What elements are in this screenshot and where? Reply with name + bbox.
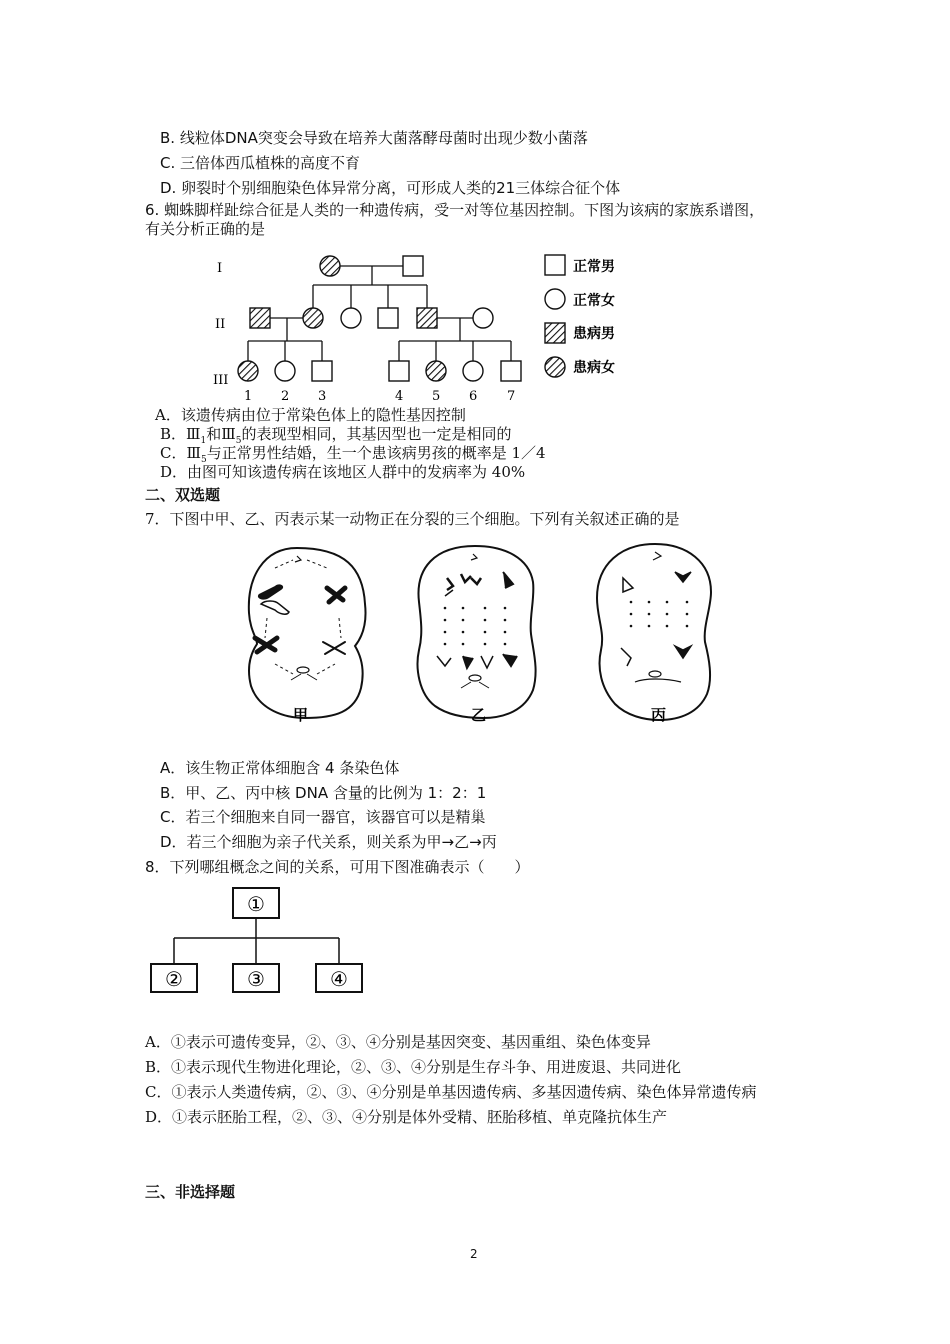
cell-jia [249,548,366,718]
cell-label-bing: 丙 [651,706,667,724]
iii-number-1: 1 [244,389,253,404]
q6-stem-line2: 有关分析正确的是 [145,220,266,238]
q8-option-d: D．①表示胚胎工程，②、③、④分别是体外受精、胚胎移植、单克隆抗体生产 [145,1108,668,1126]
cell-label-jia: 甲 [293,706,309,724]
i-normal-male [403,256,423,276]
q8-option-b: B．①表示现代生物进化理论，②、③、④分别是生存斗争、用进废退、共同进化 [145,1058,682,1076]
generation-label-i: I [217,261,223,276]
ii-normal-female-spouse [473,308,493,328]
pedigree-figure [205,245,645,410]
generation-label-ii: II [215,317,226,332]
legend-normal-female-symbol [545,289,565,309]
cell-yi [418,546,536,718]
q8-option-a: A．①表示可遗传变异，②、③、④分别是基因突变、基因重组、染色体变异 [145,1033,651,1051]
ii-affected-female [303,308,323,328]
generation-label-iii: III [213,373,229,388]
iii-3-normal-male [312,361,332,381]
cell-label-yi: 乙 [471,706,487,724]
q5-option-c: C. 三倍体西瓜植株的高度不育 [160,154,361,172]
iii-1-affected-female [238,361,258,381]
q7-stem: 7．下图中甲、乙、丙表示某一动物正在分裂的三个细胞。下列有关叙述正确的是 [145,510,680,528]
ii-affected-male-spouse [250,308,270,328]
q7-option-c: C．若三个细胞来自同一器官，该器官可以是精巢 [160,808,486,826]
legend-affected-male: 患病男 [573,326,615,342]
cell-division-figure [235,538,725,728]
iii-number-4: 4 [395,389,404,404]
iii-number-3: 3 [318,389,327,404]
legend-normal-female: 正常女 [573,293,615,309]
legend-normal-male-symbol [545,255,565,275]
ii-normal-female [341,308,361,328]
i-affected-female [320,256,340,276]
iii-number-2: 2 [281,389,290,404]
iii-5-affected-female [426,361,446,381]
section-heading-non-choice: 三、非选择题 [145,1183,236,1201]
q6-option-c: C．$Ⅲ_5$与正常男性结婚，生一个患该病男孩的概率是 1／4 [160,444,546,465]
q8-stem: 8．下列哪组概念之间的关系，可用下图准确表示（ ） [145,858,530,876]
q8-option-c: C．①表示人类遗传病，②、③、④分别是单基因遗传病、多基因遗传病、染色体异常遗传病 [145,1083,757,1101]
q7-option-a: A．该生物正常体细胞含 4 条染色体 [160,759,400,777]
iii-number-6: 6 [469,389,478,404]
concept-box-1: ① [247,892,265,916]
q5-option-b: B. 线粒体DNA突变会导致在培养大菌落酵母菌时出现少数小菌落 [160,129,588,147]
ii-affected-male [417,308,437,328]
concept-box-3: ③ [247,967,265,991]
q5-option-d: D. 卵裂时个别细胞染色体异常分离，可形成人类的21三体综合征个体 [160,179,621,197]
cell-bing [597,544,711,720]
iii-7-normal-male [501,361,521,381]
concept-tree-diagram [145,884,375,996]
section-heading-double-choice: 二、双选题 [145,486,221,504]
legend-normal-male: 正常男 [573,259,615,275]
ii-normal-male [378,308,398,328]
iii-2-normal-female [275,361,295,381]
q7-option-d: D．若三个细胞为亲子代关系，则关系为甲→乙→丙 [160,833,497,851]
q6-option-b: B．$Ⅲ_1$和$Ⅲ_5$的表现型相同，其基因型也一定是相同的 [160,425,512,446]
legend-affected-female: 患病女 [573,360,615,376]
legend-affected-male-symbol [545,323,565,343]
q6-option-d: D．由图可知该遗传病在该地区人群中的发病率为 40% [160,463,526,481]
page-number: 2 [470,1247,478,1261]
iii-number-5: 5 [432,389,441,404]
concept-box-2: ② [165,967,183,991]
iii-4-normal-male [389,361,409,381]
concept-box-4: ④ [330,967,348,991]
q7-option-b: B．甲、乙、丙中核 DNA 含量的比例为 1：2：1 [160,784,487,802]
iii-number-7: 7 [507,389,516,404]
q6-stem-line1: 6. 蜘蛛脚样趾综合征是人类的一种遗传病，受一对等位基因控制。下图为该病的家族系谱图， [145,201,765,219]
iii-6-normal-female [463,361,483,381]
q6-option-a: A．该遗传病由位于常染色体上的隐性基因控制 [155,406,466,424]
legend-affected-female-symbol [545,357,565,377]
